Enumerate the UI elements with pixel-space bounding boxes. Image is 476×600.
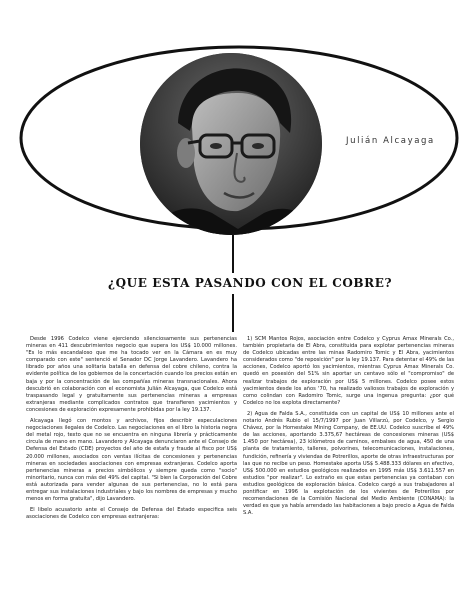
paragraph: 2) Agua de Falda S.A., constituida con un capital de US$ 10 millones ante el notario Andrés Rubio el 15/7/1997 por Juan Villarzú, por Codelco, y Sergio Chávez, por la Homestake Mining Company, de EE.UU. Codelco suscribe el 49% de las acciones, aportando 3.375,67 hectáreas de concesiones mineras (US$ 1.450 por hectárea), 23 kilómetros de caminos, embalses de agua, 450 de una planta de tratamiento, talleres, polvorines, telecomunicaciones, instalaciones, fundición, refinería y viviendas de Potrerillos, aporte de otras infraestructuras por las que no recibe un peso. Homestake aporta US$ 5.488.333 dólares en efectivo, US$ 500.000 en estudios geológicos realizados en 1995 más US$ 3.611.557 en estudios "por realizar". Lo extraño es que estas pertenencias ya contaban con estudios geológicos de exploración básica. Codelco cargó a sus trabajadores al pontificar en 1996 la explotación de los vivientes de Potrerillos por recomendaciones de la Comisión Nacional del Medio Ambiente (CONAMA): la verdad es que ya había arrendado las habitaciones a bajo precio a Agua de Falda S.A. (243, 410, 454, 517)
article-column-left (26, 336, 237, 592)
paragraph: Desde 1996 Codelco viene ejerciendo silenciosamente sus pertenencias mineras en 411 descubrimientos negocio que supera los US$ 10.000 millones. "Es lo más escandaloso que me ha tocado ver en la Cámara en es muy comparado con este" sentenció el Senador DC Jorge Lavandero. Lavandero ha librado por años una solitaria batalla en defensa del cobre chileno, contra la evidente política de los gobiernos de la concertación cuando los precios están en baja y por la concentración de las compañías mineras transnacionales. Ahora descubrió en colaboración con el economista Julián Alcayaga, que Codelco está traspasando legal y gratuitamente sus pertenencias mineras a empresas extranjeras mediante complicados contratos que transfieren yacimientos y concesiones de exploración expresamente prohibidas por la ley 19.137. (26, 336, 237, 413)
author-byline: Julián Alcayaga (346, 136, 435, 146)
paragraph: El libelo acusatorio ante el Consejo de Defensa del Estado especifica seis asociaciones de Codelco con empresas extranjeras: (26, 507, 237, 521)
author-portrait (140, 53, 322, 235)
divider-line-top (232, 235, 234, 273)
portrait-photo (140, 53, 322, 235)
divider-line-bottom (232, 294, 234, 332)
article-column-right (243, 336, 454, 598)
paragraph: Alcayaga llegó con montos y archivos, fijos describir especulaciones negociaciones ilegales de Codelco. Las negociaciones en el libro la historia negra del metal rojo, texto que no se encuentra en ninguna librería y prácticamente circula de mano en mano. Lavandero y Alcayaga denunciaron ante el Consejo de Defensa del Estado (CDE) proyectos del año de estafa y fraude al fisco por US$ 20.000 millones, asociados con ventas ilícitas de concesiones y pertenencias mineras en sociedades asociaciones con empresas extranjeras. Codelco aporta pertenencias mineras a precios simbólicos y siempre queda como "socio" minoritario, nunca con más del 49% del capital. "Si bien la Corporación del Cobre está autorizada para vender algunas de sus pertenencias, no lo está para entregar sus instalaciones industriales y bajo los nombres de empresas y mucho menos en forma gratuita", dijo Lavandero. (26, 418, 237, 503)
paragraph: 1) SCM Mantos Rojos, asociación entre Codelco y Cyprus Amax Minerals Co., también propietaria de El Abra, constituida para explotar pertenencias mineras de Codelco ubicadas entre las minas Radomiro Tomic y El Abra, yacimientos considerados como "de reposición" por la ley 19.137. Para detentar el 49% de las acciones, Codelco aportó los yacimientos, mientras Cyprus Amax Minerals Co. quedó en posesión del 51% sin aportar un centavo sólo el "compromiso" de realizar trabajos de exploración por US$ 5 millones. Codelco posee estos yacimientos desde los años '70, ha realizado valiosos trabajos de exploración y como colindan con Radomiro Tomic, surge una ingenua pregunta: ¿por qué Codelco no los explota directamente? (243, 336, 454, 406)
article-headline: ¿QUE ESTA PASANDO CON EL COBRE? (108, 276, 393, 290)
